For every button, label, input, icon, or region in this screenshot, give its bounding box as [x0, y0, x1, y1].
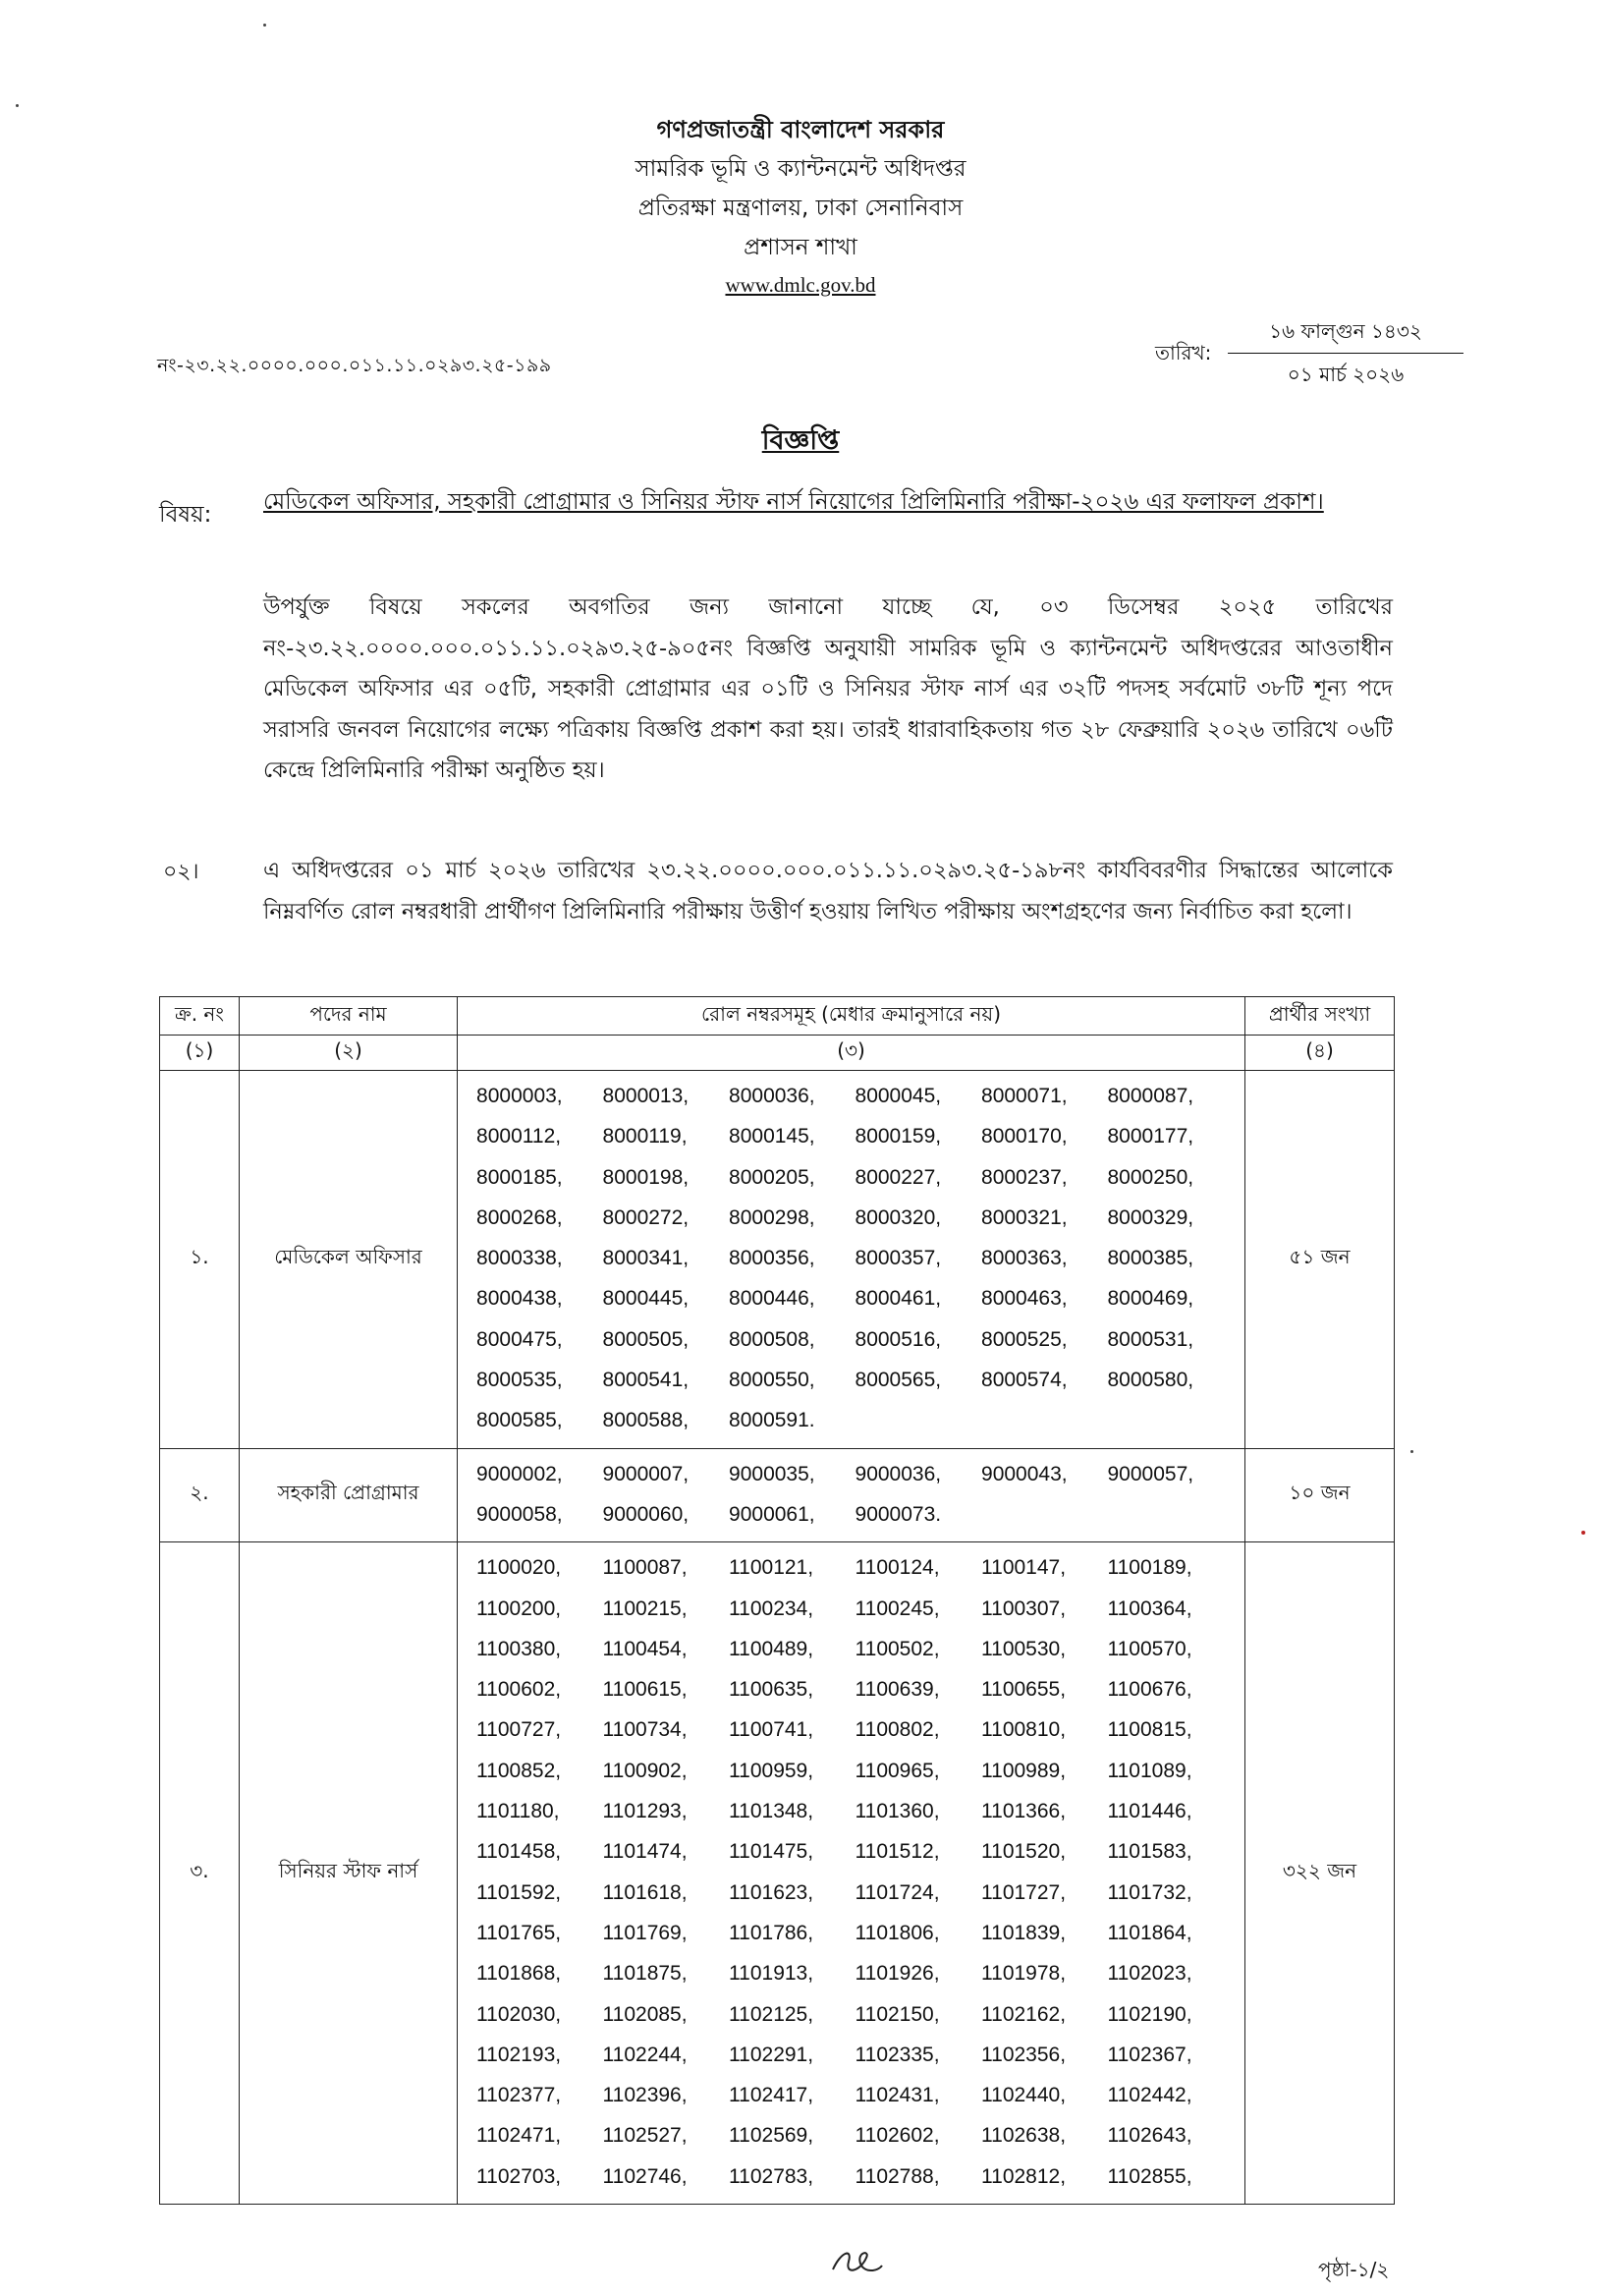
roll-number: 8000198, [602, 1165, 690, 1189]
table-index-row [160, 1036, 1395, 1071]
row-count: ৩২২ জন [1245, 1542, 1395, 2205]
roll-number: 1101512, [855, 1840, 940, 1864]
results-table [159, 996, 1395, 2205]
roll-number: 1100639, [855, 1678, 940, 1702]
roll-number: 1101839, [981, 1921, 1067, 1944]
roll-list [459, 1543, 1243, 2203]
roll-number: 8000227, [855, 1165, 942, 1189]
date-english: ০১ মার্চ ২০২৬ [1287, 363, 1405, 386]
row-serial: ১. [160, 1071, 240, 1449]
table-row [160, 1071, 1395, 1449]
row-rolls [458, 1542, 1245, 2205]
subject-text: মেডিকেল অফিসার, সহকারী প্রোগ্রামার ও সিনিয়র স্টাফ নার্স নিয়োগের প্রিলিমিনারি পরীক্ষা-২০২৬ এর ফলাফল প্রকাশ। [263, 489, 1324, 515]
website-link[interactable]: www.dmlc.gov.bd [725, 273, 876, 297]
roll-number: 1101446, [1107, 1800, 1192, 1823]
roll-number: 1102783, [729, 2164, 814, 2188]
roll-number: 8000363, [981, 1247, 1068, 1270]
scan-speck [16, 104, 19, 107]
roll-number: 1100454, [602, 1637, 688, 1660]
roll-number: 8000087, [1107, 1085, 1194, 1107]
roll-number: 8000475, [476, 1327, 563, 1351]
roll-number: 8000250, [1107, 1165, 1194, 1189]
roll-number: 1100200, [476, 1596, 562, 1620]
roll-number: 8000320, [855, 1205, 942, 1229]
roll-number: 9000073. [855, 1502, 942, 1526]
roll-number: 1101520, [981, 1840, 1067, 1864]
roll-number: 1100234, [729, 1596, 814, 1620]
roll-number: 8000159, [855, 1125, 942, 1148]
roll-number: 1102085, [602, 2002, 688, 2026]
roll-number: 1100815, [1107, 1718, 1192, 1742]
roll-number: 8000185, [476, 1165, 563, 1189]
header-post: পদের নাম [239, 997, 457, 1036]
signature-mark [827, 2242, 886, 2281]
header-count: প্রার্থীর সংখ্যা [1245, 997, 1395, 1036]
roll-number: 1100087, [602, 1556, 688, 1580]
row-serial: ৩. [160, 1542, 240, 2205]
roll-number: 1101366, [981, 1800, 1067, 1823]
roll-number: 1101913, [729, 1962, 814, 1986]
roll-number: 1101475, [729, 1840, 814, 1864]
roll-number: 8000445, [602, 1287, 690, 1311]
roll-number: 8000541, [602, 1369, 690, 1392]
roll-number: 1100380, [476, 1637, 562, 1660]
roll-number: 1102367, [1107, 2043, 1192, 2066]
roll-number: 1100615, [602, 1678, 688, 1702]
roll-number: 9000060, [602, 1502, 690, 1526]
roll-number: 1100959, [729, 1759, 814, 1782]
roll-number: 1101864, [1107, 1921, 1192, 1944]
table-row [160, 1542, 1395, 2205]
roll-number: 1100602, [476, 1678, 562, 1702]
paragraph-2: এ অধিদপ্তরের ০১ মার্চ ২০২৬ তারিখের ২৩.২২.০০০০.০০০.০১১.১১.০২৯৩.২৫-১৯৮নং কার্যবিবরণীর সিদ্ধান্তের আলোকে নিম্নবর্ণিত রোল নম্বরধারী প্রার্থীগণ প্রিলিমিনারি পরীক্ষায় উত্তীর্ণ হওয়ায় লিখিত পরীক্ষায় অংশগ্রহণের জন্য নির্বাচিত করা হলো। [263, 858, 1393, 924]
roll-number: 8000341, [602, 1247, 690, 1270]
roll-number: 1100364, [1107, 1596, 1192, 1620]
roll-number: 1101592, [476, 1880, 562, 1904]
roll-number: 1102442, [1107, 2084, 1192, 2107]
roll-number: 1102855, [1107, 2164, 1192, 2188]
roll-number: 1102150, [855, 2002, 940, 2026]
scan-speck [1410, 1450, 1413, 1453]
roll-number: 1102569, [729, 2124, 814, 2148]
roll-number: 1101360, [855, 1800, 940, 1823]
roll-list [459, 1450, 1243, 1541]
roll-number: 8000170, [981, 1125, 1068, 1148]
roll-number: 8000574, [981, 1369, 1068, 1392]
index-3: (৩) [458, 1036, 1245, 1071]
roll-number: 1102023, [1107, 1962, 1192, 1986]
roll-number: 9000057, [1107, 1462, 1194, 1485]
roll-number: 1102244, [602, 2043, 688, 2066]
roll-number: 8000205, [729, 1165, 815, 1189]
roll-number: 8000565, [855, 1369, 942, 1392]
roll-number: 8000525, [981, 1327, 1068, 1351]
roll-number: 1100727, [476, 1718, 562, 1742]
roll-number: 1101180, [476, 1800, 560, 1823]
roll-number: 8000580, [1107, 1369, 1194, 1392]
notice-title [0, 420, 1601, 465]
roll-number: 1100802, [855, 1718, 940, 1742]
scan-speck [1581, 1531, 1585, 1535]
row-post: সিনিয়র স্টাফ নার্স [239, 1542, 457, 2205]
roll-number: 1102703, [476, 2164, 562, 2188]
roll-number: 1102396, [602, 2084, 688, 2107]
roll-number: 1100245, [855, 1596, 940, 1620]
roll-number: 1102812, [981, 2164, 1067, 2188]
roll-number: 8000438, [476, 1287, 563, 1311]
memo-number: নং-২৩.২২.০০০০.০০০.০১১.১১.০২৯৩.২৫-১৯৯ [157, 355, 552, 376]
branch-name: প্রশাসন শাখা [744, 235, 857, 260]
roll-number: 8000446, [729, 1287, 815, 1311]
roll-number: 1102602, [855, 2124, 940, 2148]
row-rolls [458, 1071, 1245, 1449]
roll-number: 1100655, [981, 1678, 1067, 1702]
roll-number: 1102193, [476, 2043, 562, 2066]
roll-number: 1100124, [855, 1556, 940, 1580]
roll-number: 1101089, [1107, 1759, 1192, 1782]
index-2: (২) [239, 1036, 457, 1071]
row-count: ১০ জন [1245, 1448, 1395, 1542]
roll-number: 9000036, [855, 1462, 942, 1485]
department-name: সামরিক ভূমি ও ক্যান্টনমেন্ট অধিদপ্তর [635, 156, 966, 182]
roll-number: 1102162, [981, 2002, 1067, 2026]
page-number: পৃষ্ঠা-১/২ [1318, 2258, 1390, 2281]
roll-number: 8000531, [1107, 1327, 1194, 1351]
roll-number: 8000268, [476, 1205, 563, 1229]
roll-number: 8000045, [855, 1085, 942, 1107]
roll-number: 8000469, [1107, 1287, 1194, 1311]
roll-number: 1100189, [1107, 1556, 1192, 1580]
roll-number: 1101727, [981, 1880, 1067, 1904]
roll-number: 1100635, [729, 1678, 814, 1702]
roll-number: 1102638, [981, 2124, 1067, 2148]
roll-number: 1100741, [729, 1718, 814, 1742]
row-post: সহকারী প্রোগ্রামার [239, 1448, 457, 1542]
roll-number: 1100852, [476, 1759, 562, 1782]
roll-number: 8000356, [729, 1247, 815, 1270]
roll-number: 1102335, [855, 2043, 940, 2066]
roll-number: 1101474, [602, 1840, 688, 1864]
roll-number: 1102356, [981, 2043, 1067, 2066]
roll-number: 1101623, [729, 1880, 814, 1904]
roll-number: 1102291, [729, 2043, 814, 2066]
roll-number: 1100147, [981, 1556, 1067, 1580]
date-bangla: ১৬ ফাল্গুন ১৪৩২ [1228, 317, 1463, 354]
roll-number: 1100020, [476, 1556, 562, 1580]
roll-number: 1101769, [602, 1921, 688, 1944]
roll-number: 9000002, [476, 1462, 563, 1485]
roll-number: 1100810, [981, 1718, 1067, 1742]
roll-number: 1100215, [602, 1596, 688, 1620]
table-header-row [160, 997, 1395, 1036]
roll-number: 1100965, [855, 1759, 940, 1782]
roll-number: 1102643, [1107, 2124, 1192, 2148]
index-1: (১) [160, 1036, 240, 1071]
roll-number: 1102527, [602, 2124, 688, 2148]
roll-number: 8000338, [476, 1247, 563, 1270]
roll-number: 1102788, [855, 2164, 940, 2188]
roll-number: 8000588, [602, 1409, 690, 1432]
roll-number: 1100307, [981, 1596, 1067, 1620]
roll-number: 8000321, [981, 1205, 1068, 1229]
roll-number: 1102746, [602, 2164, 688, 2188]
roll-number: 1100989, [981, 1759, 1067, 1782]
roll-number: 9000035, [729, 1462, 815, 1485]
roll-number: 1101806, [855, 1921, 940, 1944]
roll-number: 8000237, [981, 1165, 1068, 1189]
roll-number: 1101458, [476, 1840, 562, 1864]
roll-number: 1101583, [1107, 1840, 1192, 1864]
roll-number: 1100489, [729, 1637, 814, 1660]
roll-number: 1101732, [1107, 1880, 1192, 1904]
roll-number: 8000591. [729, 1409, 815, 1432]
row-count: ৫১ জন [1245, 1071, 1395, 1449]
roll-list [459, 1072, 1243, 1447]
row-serial: ২. [160, 1448, 240, 1542]
roll-number: 1101978, [981, 1962, 1067, 1986]
roll-number: 1101868, [476, 1962, 562, 1986]
roll-number: 8000071, [981, 1085, 1068, 1107]
roll-number: 1100676, [1107, 1678, 1192, 1702]
date-label: তারিখ: [1155, 341, 1212, 364]
roll-number: 9000058, [476, 1502, 563, 1526]
header-serial: ক্র. নং [160, 997, 240, 1036]
roll-number: 1101765, [476, 1921, 562, 1944]
roll-number: 8000003, [476, 1085, 563, 1107]
row-post: মেডিকেল অফিসার [239, 1071, 457, 1449]
table-row [160, 1448, 1395, 1542]
notice-title-text: বিজ্ঞপ্তি [761, 425, 840, 456]
scan-speck [263, 24, 266, 27]
roll-number: 1100734, [602, 1718, 688, 1742]
roll-number: 1102190, [1107, 2002, 1192, 2026]
roll-number: 8000585, [476, 1409, 563, 1432]
roll-number: 1102125, [729, 2002, 814, 2026]
roll-number: 1101724, [855, 1880, 940, 1904]
roll-number: 8000298, [729, 1205, 815, 1229]
subject-label: বিষয়: [159, 502, 212, 528]
roll-number: 8000461, [855, 1287, 942, 1311]
roll-number: 9000061, [729, 1502, 815, 1526]
roll-number: 1101786, [729, 1921, 814, 1944]
row-rolls [458, 1448, 1245, 1542]
roll-number: 8000385, [1107, 1247, 1194, 1270]
ministry-name: প্রতিরক্ষা মন্ত্রণালয়, ঢাকা সেনানিবাস [637, 196, 964, 221]
roll-number: 8000508, [729, 1327, 815, 1351]
roll-number: 8000357, [855, 1247, 942, 1270]
roll-number: 1101348, [729, 1800, 814, 1823]
roll-number: 8000145, [729, 1125, 815, 1148]
roll-number: 8000119, [602, 1125, 688, 1148]
paragraph-1: উপর্যুক্ত বিষয়ে সকলের অবগতির জন্য জানানো যাচ্ছে যে, ০৩ ডিসেম্বর ২০২৫ তারিখের নং-২৩.২২.০০০০.০০০.০১১.১১.০২৯৩.২৫-৯০৫নং বিজ্ঞপ্তি অনুযায়ী সামরিক ভূমি ও ক্যান্টনমেন্ট অধিদপ্তরের আওতাধীন মেডিকেল অফিসার এর ০৫টি, সহকারী প্রোগ্রামার এর ০১টি ও সিনিয়র স্টাফ নার্স এর ৩২টি পদসহ সর্বমোট ৩৮টি শূন্য পদে সরাসরি জনবল নিয়োগের লক্ষ্যে পত্রিকায় বিজ্ঞপ্তি প্রকাশ করা হয়। তারই ধারাবাহিকতায় গত ২৮ ফেব্রুয়ারি ২০২৬ তারিখে ০৬টি কেন্দ্রে প্রিলিমিনারি পরীক্ষা অনুষ্ঠিত হয়। [263, 594, 1393, 783]
roll-number: 1102377, [476, 2084, 562, 2107]
roll-number: 1102431, [855, 2084, 940, 2107]
roll-number: 8000112, [476, 1125, 562, 1148]
roll-number: 8000272, [602, 1205, 690, 1229]
roll-number: 9000007, [602, 1462, 690, 1485]
roll-number: 1100902, [602, 1759, 688, 1782]
roll-number: 1101875, [602, 1962, 688, 1986]
roll-number: 9000043, [981, 1462, 1068, 1485]
header-rolls: রোল নম্বরসমূহ (মেধার ক্রমানুসারে নয়) [458, 997, 1245, 1036]
roll-number: 1102030, [476, 2002, 562, 2026]
paragraph-2-number: ০২। [163, 860, 199, 884]
index-4: (৪) [1245, 1036, 1395, 1071]
roll-number: 1100121, [729, 1556, 814, 1580]
roll-number: 8000177, [1107, 1125, 1194, 1148]
roll-number: 1100502, [855, 1637, 940, 1660]
roll-number: 1102471, [476, 2124, 562, 2148]
roll-number: 8000505, [602, 1327, 690, 1351]
roll-number: 8000516, [855, 1327, 942, 1351]
roll-number: 8000013, [602, 1085, 690, 1107]
roll-number: 1100530, [981, 1637, 1067, 1660]
roll-number: 1101618, [602, 1880, 688, 1904]
roll-number: 8000329, [1107, 1205, 1194, 1229]
roll-number: 1101926, [855, 1962, 940, 1986]
letterhead [0, 110, 1601, 303]
roll-number: 8000535, [476, 1369, 563, 1392]
roll-number: 1100570, [1107, 1637, 1192, 1660]
government-name: গণপ্রজাতন্ত্রী বাংলাদেশ সরকার [656, 116, 945, 143]
roll-number: 1101293, [602, 1800, 688, 1823]
roll-number: 1102440, [981, 2084, 1067, 2107]
roll-number: 8000463, [981, 1287, 1068, 1311]
roll-number: 8000036, [729, 1085, 815, 1107]
roll-number: 1102417, [729, 2084, 814, 2107]
roll-number: 8000550, [729, 1369, 815, 1392]
